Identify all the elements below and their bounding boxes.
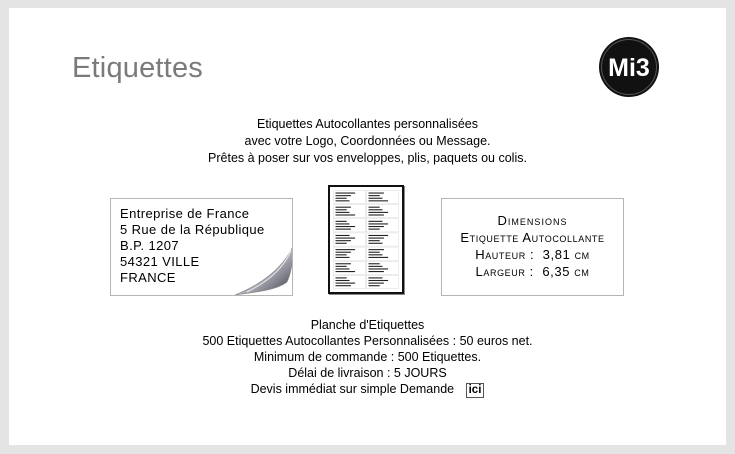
mini-label-text-line bbox=[336, 200, 350, 201]
offer-details bbox=[9, 317, 726, 398]
intro-line: Etiquettes Autocollantes personnalisées bbox=[257, 117, 478, 131]
intro-line: avec votre Logo, Coordonnées ou Message. bbox=[244, 134, 491, 148]
mini-label-cell bbox=[367, 247, 399, 260]
width-label: Largeur : bbox=[475, 264, 534, 279]
height-row bbox=[442, 246, 623, 263]
dimensions-subtitle: Etiquette Autocollante bbox=[460, 230, 605, 245]
mini-label-cell bbox=[367, 275, 399, 288]
label-sheet-image bbox=[328, 185, 404, 294]
mini-label-text-line bbox=[369, 200, 389, 201]
delivery-line: Délai de livraison : 5 JOURS bbox=[288, 366, 447, 380]
mini-label-cell bbox=[367, 261, 399, 274]
mini-label-text-line bbox=[336, 221, 347, 222]
mini-label-text-line bbox=[369, 252, 380, 253]
mini-label-text-line bbox=[336, 229, 351, 230]
height-value: 3,81 cm bbox=[542, 247, 590, 262]
mini-label-text-line bbox=[369, 209, 383, 210]
mini-label-text-line bbox=[369, 212, 389, 213]
mini-label-text-line bbox=[369, 257, 389, 258]
height-label: Hauteur : bbox=[475, 247, 535, 262]
mini-label-cell bbox=[334, 191, 366, 204]
logo-text: Mi3 bbox=[608, 54, 650, 82]
mini-label-text-line bbox=[336, 238, 356, 239]
page-title: Etiquettes bbox=[72, 52, 203, 84]
width-value: 6,35 cm bbox=[542, 264, 590, 279]
mi3-logo bbox=[598, 36, 660, 98]
address-line: FRANCE bbox=[120, 270, 176, 285]
mini-label-text-line bbox=[336, 285, 351, 286]
dimensions-title: Dimensions bbox=[497, 213, 568, 228]
mini-label-text-line bbox=[336, 198, 347, 199]
mini-label-text-line bbox=[369, 283, 384, 284]
mini-label-text-line bbox=[369, 207, 380, 208]
mini-label-cell bbox=[367, 191, 399, 204]
mini-label-text-line bbox=[336, 252, 351, 253]
mini-label-text-line bbox=[369, 271, 384, 272]
mini-label-text-line bbox=[369, 221, 383, 222]
address-line: Entreprise de France bbox=[120, 206, 250, 221]
sheet-label: Planche d'Etiquettes bbox=[310, 318, 425, 332]
mini-label-text-line bbox=[336, 277, 347, 278]
mini-label-text-line bbox=[369, 263, 380, 264]
mini-label-text-line bbox=[369, 280, 389, 281]
address-line: 5 Rue de la République bbox=[120, 222, 265, 237]
quote-line bbox=[9, 381, 726, 398]
mini-label-text-line bbox=[369, 268, 389, 269]
mini-label-text-line bbox=[369, 254, 383, 255]
mini-label-text-line bbox=[336, 268, 350, 269]
mini-label-text-line bbox=[369, 226, 384, 227]
mini-label-text-line bbox=[369, 229, 380, 230]
mini-label-text-line bbox=[336, 212, 350, 213]
quote-link-button[interactable]: ici bbox=[466, 383, 485, 398]
mini-label-text-line bbox=[336, 235, 350, 236]
mini-label-text-line bbox=[369, 266, 383, 267]
mini-label-text-line bbox=[369, 195, 380, 196]
mini-label-text-line bbox=[369, 277, 383, 278]
page bbox=[9, 8, 726, 445]
mini-label-cell bbox=[334, 261, 366, 274]
address-line: 54321 VILLE bbox=[120, 254, 200, 269]
minimum-order-line: Minimum de commande : 500 Etiquettes. bbox=[253, 350, 482, 364]
mini-label-text-line bbox=[369, 235, 389, 236]
mini-label-cell bbox=[334, 205, 366, 218]
mini-label-text-line bbox=[336, 254, 347, 255]
mini-label-text-line bbox=[336, 263, 351, 264]
address-label-example bbox=[110, 198, 293, 296]
page-curl-icon bbox=[227, 246, 293, 296]
mini-label-cell bbox=[334, 219, 366, 232]
mini-label-text-line bbox=[336, 195, 351, 196]
mini-label-text-line bbox=[369, 285, 380, 286]
mini-label-cell bbox=[334, 233, 366, 246]
mini-label-text-line bbox=[369, 238, 384, 239]
mini-label-text-line bbox=[336, 223, 350, 224]
mini-label-text-line bbox=[336, 243, 347, 244]
mini-label-text-line bbox=[369, 198, 383, 199]
mini-label-text-line bbox=[369, 243, 383, 244]
mini-label-cell bbox=[367, 219, 399, 232]
mini-label-text-line bbox=[336, 193, 356, 194]
mini-label-text-line bbox=[369, 214, 384, 215]
mini-label-text-line bbox=[369, 240, 380, 241]
mini-label-text-line bbox=[336, 257, 350, 258]
mini-label-text-line bbox=[369, 193, 384, 194]
mini-label-cell bbox=[334, 247, 366, 260]
width-row bbox=[442, 263, 623, 280]
mini-label-text-line bbox=[336, 280, 350, 281]
address-line: B.P. 1207 bbox=[120, 238, 180, 253]
mini-label-text-line bbox=[369, 223, 389, 224]
mini-label-text-line bbox=[336, 249, 356, 250]
mini-label-text-line bbox=[336, 240, 351, 241]
mini-label-text-line bbox=[336, 266, 347, 267]
quote-text: Devis immédiat sur simple Demande bbox=[250, 382, 455, 396]
mini-label-cell bbox=[367, 233, 399, 246]
intro-line: Prêtes à poser sur vos enveloppes, plis, paquets ou colis. bbox=[208, 151, 527, 165]
mini-label-cell bbox=[367, 205, 399, 218]
mini-label-text-line bbox=[336, 207, 351, 208]
mini-label-text-line bbox=[336, 209, 347, 210]
dimensions-box bbox=[441, 198, 624, 296]
dimensions-text bbox=[442, 212, 623, 280]
mini-label-text-line bbox=[369, 249, 384, 250]
mini-label-text-line bbox=[336, 283, 356, 284]
mini-label-text-line bbox=[336, 226, 356, 227]
price-line: 500 Etiquettes Autocollantes Personnalisées : 50 euros net. bbox=[202, 334, 533, 348]
intro-text bbox=[9, 116, 726, 167]
label-sheet-grid bbox=[330, 187, 402, 292]
mini-label-text-line bbox=[336, 214, 356, 215]
mini-label-cell bbox=[334, 275, 366, 288]
mini-label-text-line bbox=[336, 271, 356, 272]
